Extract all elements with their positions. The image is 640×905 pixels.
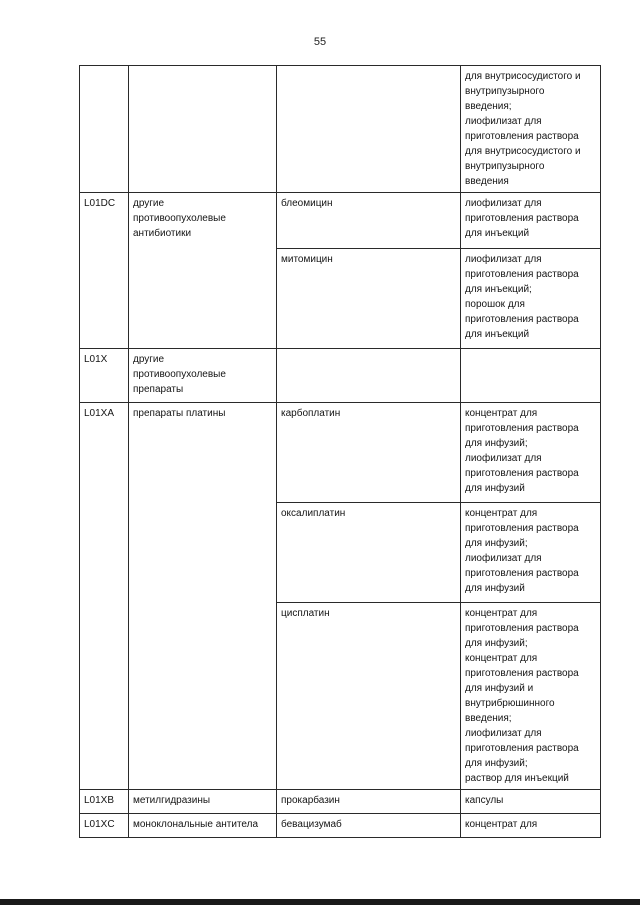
dosage-form-line: для инъекций; xyxy=(465,284,532,295)
group-name-line: противоопухолевые xyxy=(133,369,226,380)
drug-name: прокарбазин xyxy=(281,795,340,806)
group-name-cell xyxy=(129,403,277,790)
dosage-form-line: концентрат для xyxy=(465,608,538,619)
table-row xyxy=(80,66,601,193)
group-name-line: антибиотики xyxy=(133,228,192,239)
dosage-form-line: для инфузий xyxy=(465,483,525,494)
dosage-form-line: для инфузий; xyxy=(465,438,528,449)
group-name-line: метилгидразины xyxy=(133,795,211,806)
dosage-form-line: концентрат для xyxy=(465,653,538,664)
dosage-form-line: введения xyxy=(465,176,509,187)
atc-code: L01X xyxy=(84,354,108,365)
scan-edge-bar xyxy=(0,899,640,905)
atc-code-cell xyxy=(80,349,129,403)
dosage-form-cell xyxy=(461,249,601,349)
dosage-form-line: лиофилизат для xyxy=(465,553,542,564)
table-row xyxy=(80,193,601,249)
drug-name: митомицин xyxy=(281,254,333,265)
dosage-form-line: приготовления раствора xyxy=(465,213,579,224)
dosage-form-line: лиофилизат для xyxy=(465,198,542,209)
group-name-line: препараты xyxy=(133,384,184,395)
dosage-form-line: приготовления раствора xyxy=(465,131,579,142)
dosage-form-line: приготовления раствора xyxy=(465,423,579,434)
atc-code-cell xyxy=(80,193,129,349)
dosage-form-line: внутрипузырного xyxy=(465,86,545,97)
dosage-form-line: для внутрисосудистого и xyxy=(465,71,581,82)
table-row xyxy=(80,403,601,503)
group-name-cell xyxy=(129,349,277,403)
dosage-form-line: раствор для инъекций xyxy=(465,773,569,784)
dosage-form-line: лиофилизат для xyxy=(465,453,542,464)
dosage-form-cell xyxy=(461,814,601,838)
dosage-form-line: для инфузий; xyxy=(465,758,528,769)
dosage-form-cell xyxy=(461,193,601,249)
dosage-form-line: лиофилизат для xyxy=(465,728,542,739)
drug-name: оксалиплатин xyxy=(281,508,346,519)
group-name-line: другие xyxy=(133,198,165,209)
atc-code-cell xyxy=(80,814,129,838)
group-name-line: другие xyxy=(133,354,165,365)
drug-name-cell xyxy=(277,193,461,249)
dosage-form-line: для инфузий и xyxy=(465,683,534,694)
drug-name: бевацизумаб xyxy=(281,819,342,830)
dosage-form-line: приготовления раствора xyxy=(465,668,579,679)
dosage-form-line: приготовления раствора xyxy=(465,468,579,479)
atc-code-cell xyxy=(80,790,129,814)
group-name-cell xyxy=(129,66,277,193)
drug-name: карбоплатин xyxy=(281,408,341,419)
table-row xyxy=(80,349,601,403)
atc-code: L01XB xyxy=(84,795,115,806)
dosage-form-line: капсулы xyxy=(465,795,504,806)
atc-code-cell xyxy=(80,66,129,193)
medication-table xyxy=(79,65,601,838)
drug-name-cell xyxy=(277,66,461,193)
dosage-form-line: приготовления раствора xyxy=(465,269,579,280)
dosage-form-line: лиофилизат для xyxy=(465,254,542,265)
drug-name-cell xyxy=(277,814,461,838)
dosage-form-cell xyxy=(461,790,601,814)
atc-code: L01XA xyxy=(84,408,115,419)
drug-name: цисплатин xyxy=(281,608,330,619)
dosage-form-line: внутрибрюшинного xyxy=(465,698,555,709)
dosage-form-line: внутрипузырного xyxy=(465,161,545,172)
group-name-cell xyxy=(129,814,277,838)
dosage-form-line: концентрат для xyxy=(465,819,538,830)
dosage-form-line: для инъекций xyxy=(465,329,530,340)
dosage-form-line: для внутрисосудистого и xyxy=(465,146,581,157)
dosage-form-line: концентрат для xyxy=(465,408,538,419)
group-name-cell xyxy=(129,790,277,814)
table-row xyxy=(80,790,601,814)
atc-code: L01DC xyxy=(84,198,116,209)
dosage-form-line: приготовления раствора xyxy=(465,314,579,325)
dosage-form-line: для инфузий xyxy=(465,583,525,594)
page-number: 55 xyxy=(313,36,327,48)
dosage-form-line: для инъекций xyxy=(465,228,530,239)
drug-name-cell xyxy=(277,603,461,790)
drug-name-cell xyxy=(277,503,461,603)
dosage-form-line: приготовления раствора xyxy=(465,743,579,754)
drug-name-cell xyxy=(277,790,461,814)
dosage-form-line: порошок для xyxy=(465,299,525,310)
atc-code: L01XC xyxy=(84,819,115,830)
dosage-form-line: приготовления раствора xyxy=(465,523,579,534)
group-name-line: препараты платины xyxy=(133,408,226,419)
group-name-cell xyxy=(129,193,277,349)
dosage-form-line: приготовления раствора xyxy=(465,568,579,579)
dosage-form-line: для инфузий; xyxy=(465,638,528,649)
group-name-line: моноклональные антитела xyxy=(133,819,259,830)
table-row xyxy=(80,814,601,838)
dosage-form-cell xyxy=(461,403,601,503)
dosage-form-cell xyxy=(461,603,601,790)
dosage-form-cell xyxy=(461,66,601,193)
drug-name-cell xyxy=(277,403,461,503)
atc-code-cell xyxy=(80,403,129,790)
dosage-form-line: приготовления раствора xyxy=(465,623,579,634)
dosage-form-cell xyxy=(461,503,601,603)
drug-name-cell xyxy=(277,249,461,349)
drug-name: блеомицин xyxy=(281,198,333,209)
dosage-form-line: концентрат для xyxy=(465,508,538,519)
dosage-form-cell xyxy=(461,349,601,403)
drug-name-cell xyxy=(277,349,461,403)
dosage-form-line: введения; xyxy=(465,713,512,724)
group-name-line: противоопухолевые xyxy=(133,213,226,224)
dosage-form-line: введения; xyxy=(465,101,512,112)
dosage-form-line: лиофилизат для xyxy=(465,116,542,127)
dosage-form-line: для инфузий; xyxy=(465,538,528,549)
